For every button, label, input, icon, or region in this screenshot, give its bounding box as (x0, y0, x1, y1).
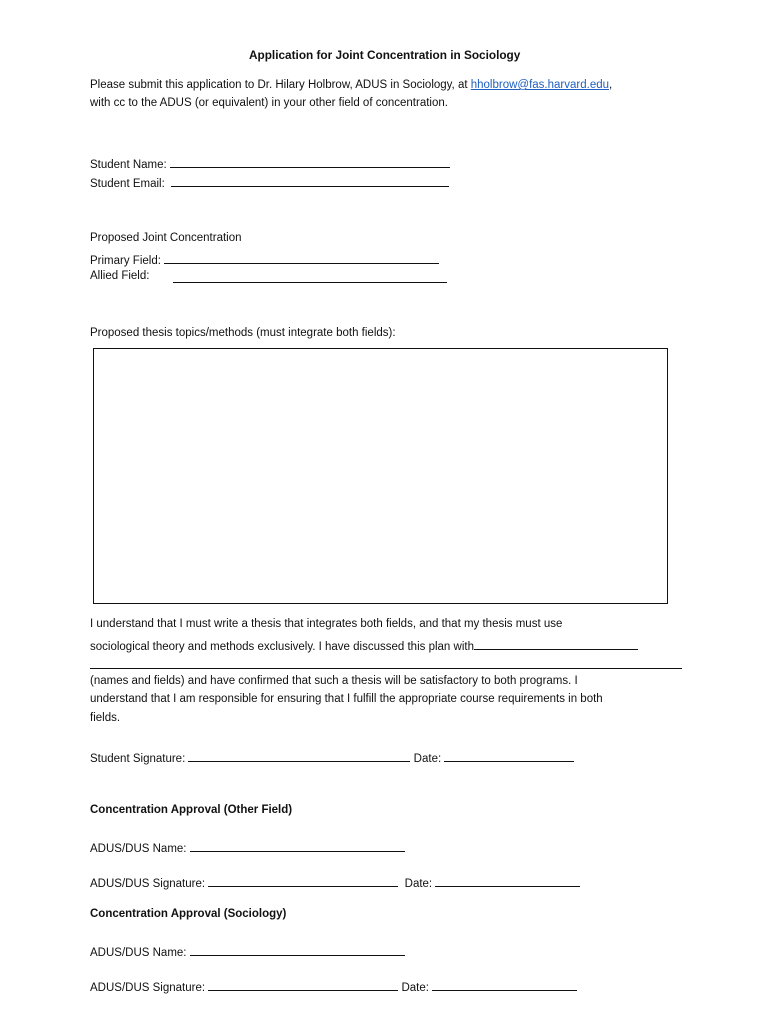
statement-line-4: (names and fields) and have confirmed that such a thesis will be satisfactory to both programs. I (90, 675, 578, 687)
student-email-row (90, 175, 449, 191)
discussed-with-field[interactable] (474, 638, 638, 650)
approval-other-date-field[interactable] (435, 875, 580, 887)
primary-field-row (90, 252, 439, 268)
student-date-label: Date: (413, 753, 442, 765)
approval-other-sig-field[interactable] (208, 875, 398, 887)
email-link[interactable]: hholbrow@fas.harvard.edu (470, 79, 610, 91)
statement-line-2 (90, 638, 638, 654)
thesis-label: Proposed thesis topics/methods (must integrate both fields): (90, 327, 396, 339)
student-name-row (90, 156, 450, 172)
approval-other-sig-row (90, 875, 580, 891)
primary-field-input[interactable] (164, 252, 439, 264)
student-name-field[interactable] (170, 156, 450, 168)
page-title: Application for Joint Concentration in Sociology (249, 48, 521, 62)
student-signature-row (90, 750, 574, 766)
student-signature-label: Student Signature: (90, 753, 186, 765)
approval-soc-name-row (90, 944, 405, 960)
student-email-label: Student Email: (90, 178, 165, 190)
approval-other-name-row (90, 840, 405, 856)
intro-text: Please submit this application to Dr. Hilary Holbrow, ADUS in Sociology, at (90, 79, 471, 91)
intro-punct: , (609, 79, 613, 91)
student-name-label: Student Name: (90, 159, 167, 171)
student-signature-field[interactable] (188, 750, 410, 762)
approval-soc-date-field[interactable] (432, 979, 577, 991)
student-date-field[interactable] (444, 750, 574, 762)
statement-text: sociological theory and methods exclusively. I have discussed this plan with (90, 641, 474, 653)
primary-field-label: Primary Field: (90, 255, 161, 267)
approval-other-name-label: ADUS/DUS Name: (90, 843, 187, 855)
allied-field-label: Allied Field: (90, 270, 150, 282)
approval-other-heading: Concentration Approval (Other Field) (90, 804, 293, 816)
statement-line-5: understand that I am responsible for ensuring that I fulfill the appropriate course requirements in both (90, 693, 603, 705)
approval-other-name-field[interactable] (190, 840, 405, 852)
intro-line-1 (90, 80, 612, 92)
allied-field-input[interactable] (173, 271, 447, 283)
approval-soc-sig-field[interactable] (208, 979, 398, 991)
approval-soc-name-field[interactable] (190, 944, 405, 956)
approval-soc-sig-row (90, 979, 577, 995)
intro-line-2: with cc to the ADUS (or equivalent) in your other field of concentration. (90, 97, 448, 109)
thesis-textbox[interactable] (93, 348, 668, 604)
approval-soc-heading: Concentration Approval (Sociology) (90, 908, 287, 920)
approval-soc-date-label: Date: (401, 982, 429, 994)
statement-line-6: fields. (90, 712, 121, 724)
approval-other-date-label: Date: (404, 878, 433, 890)
student-email-field[interactable] (171, 175, 449, 187)
approval-soc-name-label: ADUS/DUS Name: (90, 947, 187, 959)
allied-field-row (90, 271, 149, 283)
proposed-heading: Proposed Joint Concentration (90, 232, 242, 244)
approval-soc-sig-label: ADUS/DUS Signature: (90, 982, 206, 994)
statement-line-1: I understand that I must write a thesis that integrates both fields, and that my thesis must use (90, 618, 563, 630)
approval-other-sig-label: ADUS/DUS Signature: (90, 878, 206, 890)
discussed-with-field-cont[interactable] (90, 657, 682, 669)
